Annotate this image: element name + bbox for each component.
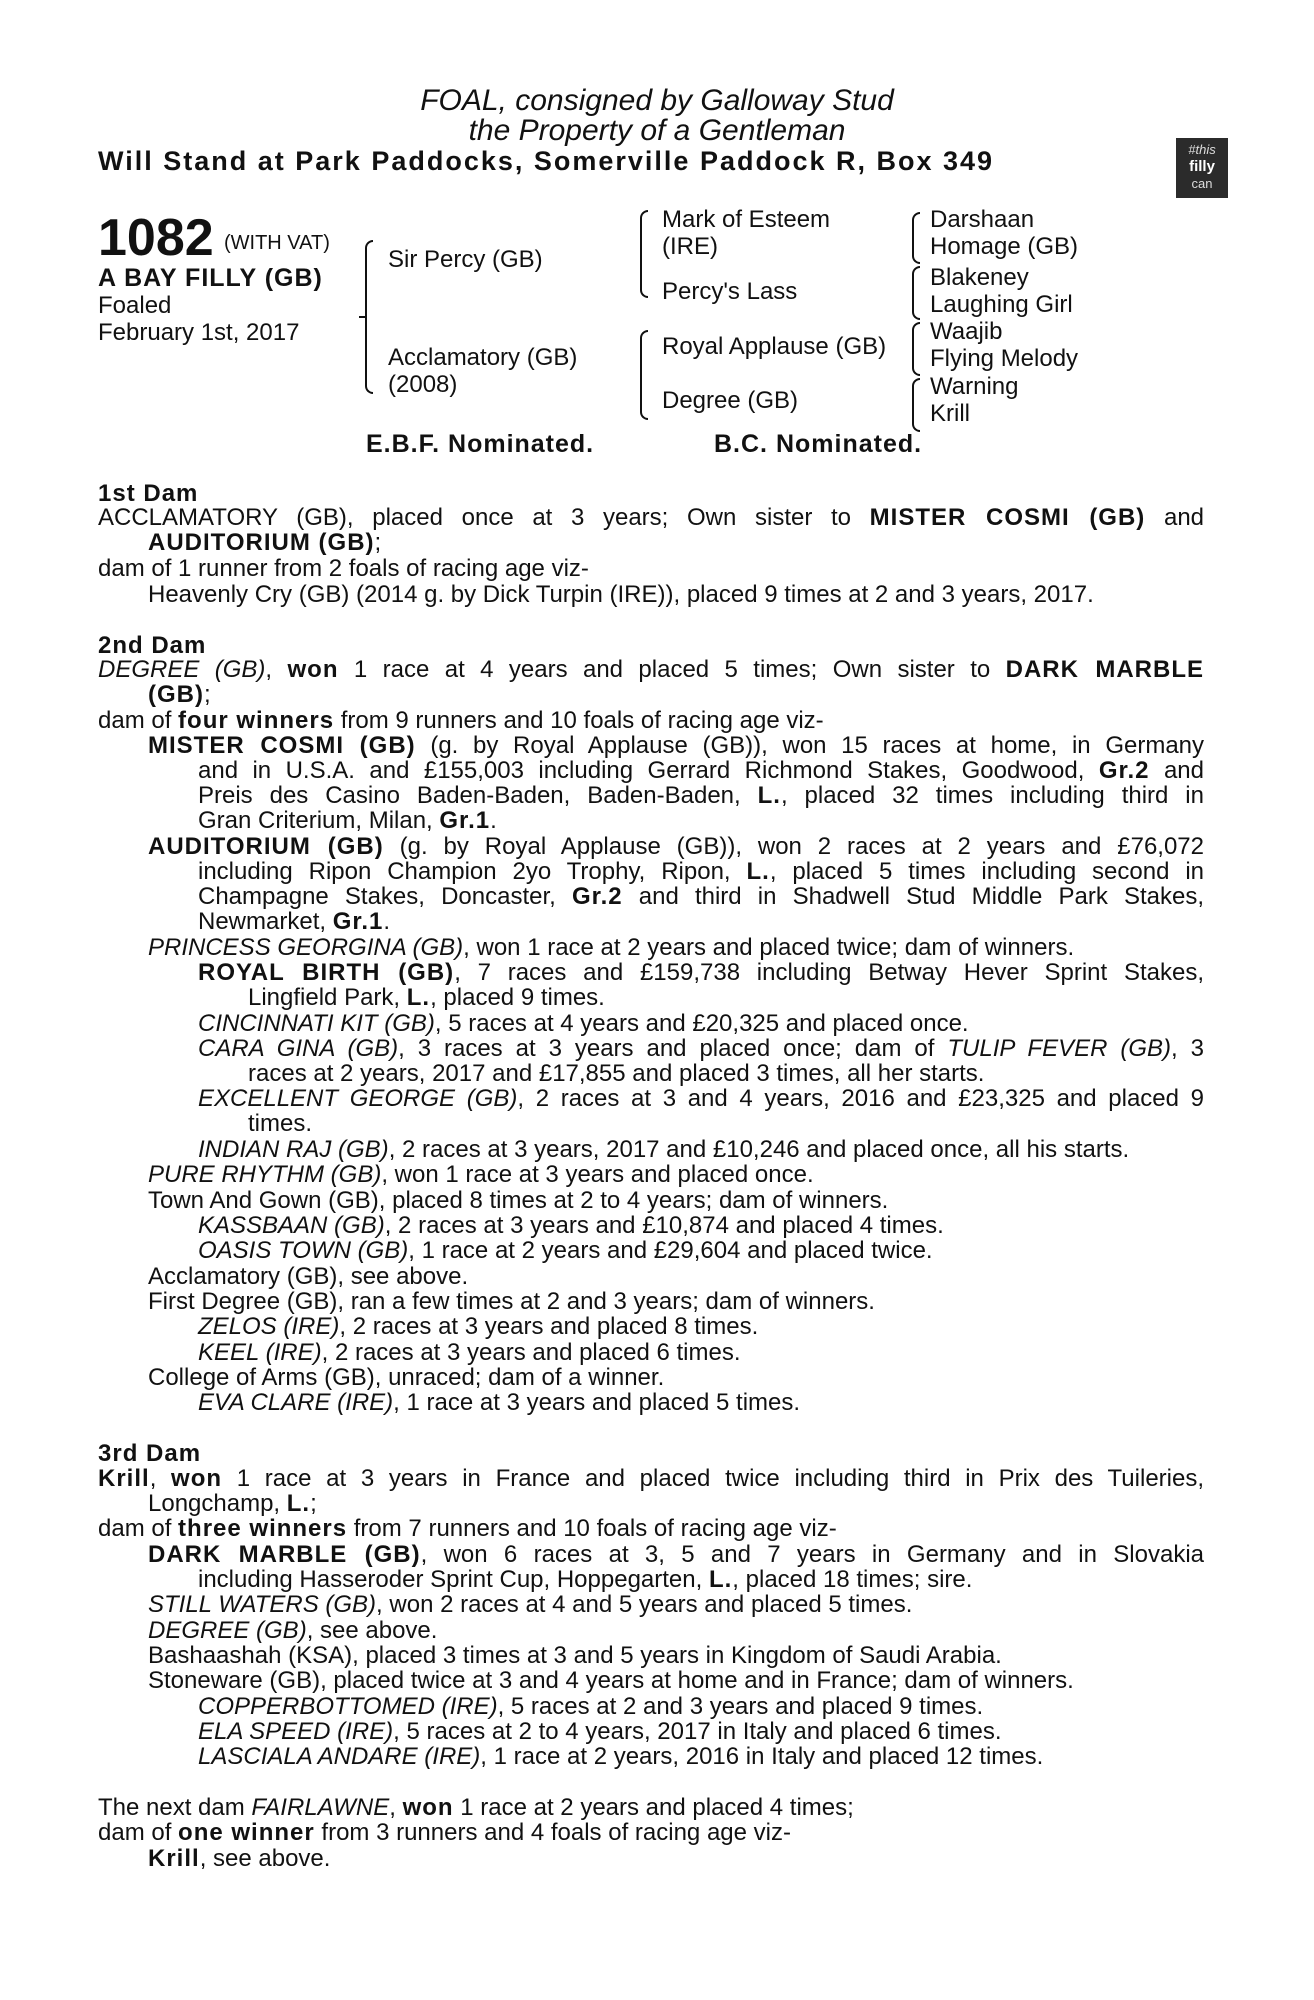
- gg-2: Homage (GB): [930, 233, 1079, 260]
- zelos-line: ZELOS (IRE), 2 races at 3 years and placed 8 times.: [198, 1313, 759, 1340]
- next-dam-line2: dam of one winner from 3 runners and 4 foals of racing age viz-: [98, 1819, 791, 1846]
- cara-gina-line2: races at 2 years, 2017 and £17,855 and placed 3 times, all her starts.: [248, 1060, 985, 1087]
- town-and-gown-line: Town And Gown (GB), placed 8 times at 2 to 4 years; dam of winners.: [148, 1187, 889, 1214]
- dam-sire: Royal Applause (GB): [662, 333, 887, 360]
- mister-cosmi-line3: Preis des Casino Baden-Baden, Baden-Baden, L., placed 32 times including third in: [198, 782, 1204, 809]
- kassbaan-line: KASSBAAN (GB), 2 races at 3 years and £10,874 and placed 4 times.: [198, 1212, 944, 1239]
- pedigree-brace-3: [640, 330, 648, 420]
- location-line: Will Stand at Park Paddocks, Somerville Paddock R, Box 349: [98, 146, 995, 176]
- sire: Sir Percy (GB): [388, 246, 543, 273]
- third-dam-line2: Longchamp, L.;: [148, 1490, 317, 1517]
- gg-5: Waajib: [930, 318, 1003, 345]
- college-of-arms-line: College of Arms (GB), unraced; dam of a winner.: [148, 1364, 665, 1391]
- cara-gina-line1: CARA GINA (GB), 3 races at 3 years and placed once; dam of TULIP FEVER (GB), 3: [198, 1035, 1204, 1062]
- first-dam-line2: AUDITORIUM (GB);: [148, 529, 382, 556]
- dam-dam: Degree (GB): [662, 387, 799, 414]
- lasciala-andare-line: LASCIALA ANDARE (IRE), 1 race at 2 years, 2016 in Italy and placed 12 times.: [198, 1743, 1044, 1770]
- mister-cosmi-line4: Gran Criterium, Milan, Gr.1.: [198, 807, 497, 834]
- princess-georgina-line: PRINCESS GEORGINA (GB), won 1 race at 2 years and placed twice; dam of winners.: [148, 934, 1075, 961]
- dark-marble-line1: DARK MARBLE (GB), won 6 races at 3, 5 and 7 years in Germany and in Slovakia: [148, 1541, 1204, 1568]
- lot-number: 1082: [98, 209, 214, 267]
- pedigree-brace-1-tip: [359, 316, 365, 318]
- pedigree-brace-4: [912, 212, 920, 264]
- gg-1: Darshaan: [930, 206, 1035, 233]
- oasis-town-line: OASIS TOWN (GB), 1 race at 2 years and £29,604 and placed twice.: [198, 1237, 933, 1264]
- lot-name: A BAY FILLY (GB): [98, 264, 323, 292]
- auditorium-line2: including Ripon Champion 2yo Trophy, Ripon, L., placed 5 times including second in: [198, 858, 1205, 885]
- copperbottomed-line: COPPERBOTTOMED (IRE), 5 races at 2 and 3 years and placed 9 times.: [198, 1693, 984, 1720]
- second-dam-line3: dam of four winners from 9 runners and 10 foals of racing age viz-: [98, 707, 824, 734]
- pedigree-brace-6: [912, 322, 920, 376]
- next-dam-line3: Krill, see above.: [148, 1845, 331, 1872]
- consignor-line: FOAL, consigned by Galloway Stud: [420, 84, 894, 117]
- acclamatory-line: Acclamatory (GB), see above.: [148, 1263, 469, 1290]
- pedigree-brace-2: [640, 210, 648, 298]
- third-dam-line1: Krill, won 1 race at 3 years in France and placed twice including third in Prix des Tuileries,: [98, 1465, 1205, 1492]
- mister-cosmi-line1: MISTER COSMI (GB) (g. by Royal Applause (GB)), won 15 races at home, in Germany: [148, 732, 1205, 759]
- stoneware-line: Stoneware (GB), placed twice at 3 and 4 years at home and in France; dam of winners.: [148, 1667, 1074, 1694]
- sire-sire-line2: (IRE): [662, 233, 718, 260]
- pure-rhythm-line: PURE RHYTHM (GB), won 1 race at 3 years and placed once.: [148, 1161, 814, 1188]
- auditorium-line3: Champagne Stakes, Doncaster, Gr.2 and third in Shadwell Stud Middle Park Stakes,: [198, 883, 1204, 910]
- property-line: the Property of a Gentleman: [468, 114, 846, 147]
- still-waters-line: STILL WATERS (GB), won 2 races at 4 and 5 years and placed 5 times.: [148, 1591, 913, 1618]
- degree-line: DEGREE (GB), see above.: [148, 1617, 438, 1644]
- first-dam-heading: 1st Dam: [98, 480, 199, 507]
- third-dam-heading: 3rd Dam: [98, 1440, 202, 1467]
- gg-6: Flying Melody: [930, 345, 1079, 372]
- dam-line2: (2008): [388, 371, 458, 398]
- excellent-george-line2: times.: [248, 1110, 313, 1137]
- dam-line1: Acclamatory (GB): [388, 344, 578, 371]
- pedigree-brace-7: [912, 378, 920, 432]
- keel-line: KEEL (IRE), 2 races at 3 years and placed 6 times.: [198, 1339, 741, 1366]
- second-dam-line2: (GB);: [148, 681, 211, 708]
- bc-nominated: B.C. Nominated.: [714, 430, 923, 458]
- this-filly-can-logo: #this filly can: [1176, 138, 1228, 198]
- first-dam-line4: Heavenly Cry (GB) (2014 g. by Dick Turpin (IRE)), placed 9 times at 2 and 3 years, 2017.: [148, 581, 1094, 608]
- vat-label: (WITH VAT): [224, 232, 330, 254]
- dark-marble-line2: including Hasseroder Sprint Cup, Hoppegarten, L., placed 18 times; sire.: [198, 1566, 973, 1593]
- mister-cosmi-line2: and in U.S.A. and £155,003 including Gerrard Richmond Stakes, Goodwood, Gr.2 and: [198, 757, 1204, 784]
- foaled-date: February 1st, 2017: [98, 319, 300, 346]
- pedigree-brace-5: [912, 266, 920, 320]
- auditorium-line4: Newmarket, Gr.1.: [198, 908, 391, 935]
- second-dam-line1: DEGREE (GB), won 1 race at 4 years and placed 5 times; Own sister to DARK MARBLE: [98, 656, 1205, 683]
- pedigree-brace-1: [365, 240, 373, 394]
- cincinnati-kit-line: CINCINNATI KIT (GB), 5 races at 4 years and £20,325 and placed once.: [198, 1010, 969, 1037]
- royal-birth-line2: Lingfield Park, L., placed 9 times.: [248, 984, 605, 1011]
- bashaashah-line: Bashaashah (KSA), placed 3 times at 3 and 5 years in Kingdom of Saudi Arabia.: [148, 1642, 1002, 1669]
- excellent-george-line1: EXCELLENT GEORGE (GB), 2 races at 3 and 4 years, 2016 and £23,325 and placed 9: [198, 1085, 1204, 1112]
- indian-raj-line: INDIAN RAJ (GB), 2 races at 3 years, 2017 and £10,246 and placed once, all his starts.: [198, 1136, 1130, 1163]
- gg-4: Laughing Girl: [930, 291, 1073, 318]
- gg-3: Blakeney: [930, 264, 1029, 291]
- first-degree-line: First Degree (GB), ran a few times at 2 and 3 years; dam of winners.: [148, 1288, 875, 1315]
- next-dam-line1: The next dam FAIRLAWNE, won 1 race at 2 years and placed 4 times;: [98, 1794, 854, 1821]
- royal-birth-line1: ROYAL BIRTH (GB), 7 races and £159,738 including Betway Hever Sprint Stakes,: [198, 959, 1204, 986]
- gg-7: Warning: [930, 373, 1019, 400]
- gg-8: Krill: [930, 400, 970, 427]
- eva-clare-line: EVA CLARE (IRE), 1 race at 3 years and placed 5 times.: [198, 1389, 801, 1416]
- third-dam-line3: dam of three winners from 7 runners and 10 foals of racing age viz-: [98, 1515, 837, 1542]
- sire-sire-line1: Mark of Esteem: [662, 206, 831, 233]
- first-dam-line3: dam of 1 runner from 2 foals of racing age viz-: [98, 555, 589, 582]
- second-dam-heading: 2nd Dam: [98, 632, 207, 659]
- auditorium-line1: AUDITORIUM (GB) (g. by Royal Applause (GB)), won 2 races at 2 years and £76,072: [148, 833, 1204, 860]
- foaled-label: Foaled: [98, 292, 172, 319]
- ela-speed-line: ELA SPEED (IRE), 5 races at 2 to 4 years, 2017 in Italy and placed 6 times.: [198, 1718, 1002, 1745]
- sire-dam: Percy's Lass: [662, 278, 798, 305]
- ebf-nominated: E.B.F. Nominated.: [366, 430, 595, 458]
- first-dam-line1: ACCLAMATORY (GB), placed once at 3 years; Own sister to MISTER COSMI (GB) and: [98, 504, 1205, 531]
